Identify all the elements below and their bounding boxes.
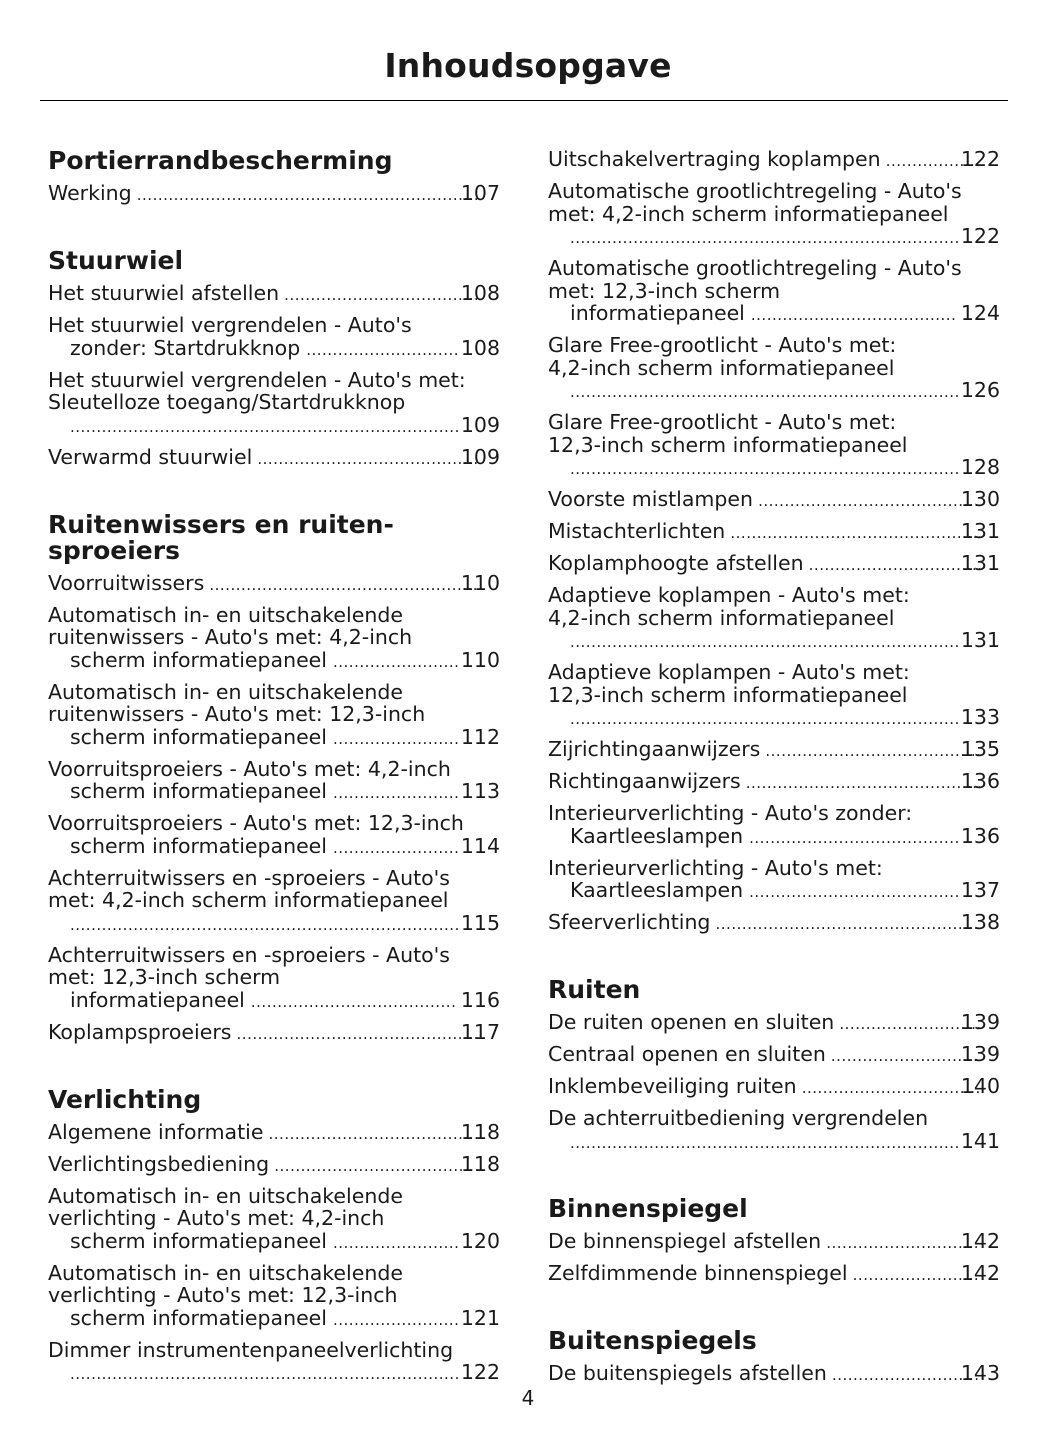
toc-entry[interactable] [548, 1230, 1000, 1255]
toc-entry-page-number: 133 [960, 705, 1000, 729]
toc-entry-text-line: De achterruitbediening vergrendelen [548, 1106, 929, 1130]
toc-entry-leader-line [570, 879, 1000, 904]
toc-entry[interactable] [548, 584, 1000, 654]
toc-entry[interactable] [48, 1262, 500, 1332]
toc-entry-text-line: met: 4,2-inch scherm informatiepaneel [548, 201, 949, 226]
toc-entry-page-number: 112 [460, 724, 500, 749]
dot-leader [751, 304, 958, 327]
toc-entry-text-line: Adaptieve koplampen - Auto's met: [548, 583, 910, 607]
toc-entry-title: Algemene informatie [48, 1119, 264, 1144]
toc-entry-leader-line [570, 825, 1000, 850]
toc-entry[interactable] [48, 944, 500, 1014]
dot-leader [258, 448, 480, 471]
toc-entry-text-line: ruitenwissers - Auto's met: 12,3-inch [48, 702, 426, 726]
dot-leader [570, 458, 958, 481]
toc-entry-page-number: 131 [960, 519, 1000, 543]
toc-entry-page-number: 131 [960, 628, 1000, 652]
toc-entry-leader-line [548, 1042, 1000, 1068]
toc-entry-title: Kaartleeslampen [570, 823, 744, 848]
toc-entry[interactable] [48, 758, 500, 805]
toc-entry-title: Koplampsproeiers [48, 1019, 232, 1044]
toc-entry-title: De binnenspiegel afstellen [548, 1228, 822, 1253]
section-heading-line: sproeiers [48, 535, 180, 565]
toc-entry-leader-line [70, 780, 500, 805]
toc-entry-page-number: 130 [960, 487, 1000, 511]
section-heading-line: Ruitenwissers en ruiten- [48, 509, 394, 539]
section-spacer [48, 1053, 500, 1087]
toc-section-ruiten [548, 977, 1000, 1154]
page-number: 4 [521, 1386, 535, 1410]
toc-entry-page-number: 142 [960, 1260, 1000, 1285]
toc-entry-title: scherm informatiepaneel [70, 1305, 327, 1330]
toc-entry[interactable] [48, 314, 500, 361]
dot-leader [747, 772, 980, 795]
toc-entry-text-line: Automatisch in- en uitschakelende [48, 1260, 403, 1285]
toc-entry-leader-line [48, 444, 500, 471]
toc-entry-leader-line [548, 910, 1000, 936]
toc-entry[interactable] [548, 552, 1000, 577]
toc-entry-title: Voorste mistlampen [548, 487, 754, 511]
section-heading: Verlichting [48, 1084, 202, 1114]
toc-entry-page-number: 108 [460, 335, 500, 360]
toc-entry-page-number: 139 [960, 1042, 1000, 1066]
dot-leader [333, 782, 458, 805]
section-spacer [548, 1162, 1000, 1196]
toc-section [548, 148, 1000, 936]
toc-entry-leader-line [548, 1010, 1000, 1036]
toc-entry-page-number: 115 [460, 910, 500, 935]
toc-entry-leader-line [548, 147, 1000, 173]
dot-leader [570, 381, 958, 404]
toc-entry[interactable] [48, 867, 500, 937]
toc-entry-text-line: Automatische grootlichtregeling - Auto's [548, 256, 962, 280]
toc-entry[interactable] [548, 411, 1000, 481]
toc-entry-text-line: Voorruitsproeiers - Auto's met: 12,3-inch [48, 811, 464, 835]
toc-entry[interactable] [548, 148, 1000, 173]
toc-entry-title: Richtingaanwijzers [548, 769, 741, 793]
toc-entry-leader-line [70, 989, 500, 1014]
toc-entry-page-number: 128 [960, 455, 1000, 479]
toc-entry-text-line: verlichting - Auto's met: 12,3-inch [48, 1283, 398, 1307]
toc-entry-text-line: Adaptieve koplampen - Auto's met: [548, 660, 910, 684]
toc-entry-page-number: 141 [960, 1128, 1000, 1153]
dot-leader [827, 1232, 980, 1255]
dot-leader [306, 339, 458, 362]
toc-entry-text-line: Glare Free-grootlicht - Auto's met: [548, 410, 897, 434]
toc-entry[interactable] [48, 182, 500, 207]
section-spacer [548, 1294, 1000, 1328]
toc-entry-page-number: 109 [460, 444, 500, 469]
toc-entry-title: Werking [48, 181, 132, 205]
toc-entry-page-number: 137 [960, 878, 1000, 902]
toc-entry-page-number: 107 [460, 181, 500, 205]
toc-entry-page-number: 113 [460, 779, 500, 803]
toc-entry-text-line: Glare Free-grootlicht - Auto's met: [548, 333, 897, 357]
toc-entry-title: Uitschakelvertraging koplampen [548, 147, 881, 171]
toc-entry-leader-line [570, 629, 1000, 654]
toc-entry-leader-line [70, 1361, 500, 1386]
toc-entry-leader-line [48, 1151, 500, 1178]
section-heading: Portierrandbescherming [48, 146, 393, 175]
toc-entry-page-number: 136 [960, 769, 1000, 793]
dot-leader [251, 991, 458, 1014]
dot-leader [570, 708, 958, 731]
toc-entry[interactable] [48, 1339, 500, 1386]
dot-leader [570, 631, 958, 654]
toc-entry-title: Centraal openen en sluiten [548, 1042, 826, 1066]
toc-entry-page-number: 124 [960, 301, 1000, 325]
toc-entry-leader-line [570, 379, 1000, 404]
toc-entry[interactable] [48, 1185, 500, 1255]
toc-entry-leader-line [48, 281, 500, 307]
toc-entry-leader-line [548, 737, 1000, 763]
toc-entry-text-line: verlichting - Auto's met: 4,2-inch [48, 1206, 385, 1230]
toc-entry-leader-line [70, 414, 500, 439]
toc-section-stuurwiel [48, 248, 500, 470]
toc-entry-page-number: 122 [960, 147, 1000, 171]
toc-entry[interactable] [48, 446, 500, 471]
toc-entry[interactable] [48, 1153, 500, 1178]
toc-entry[interactable] [48, 1021, 500, 1046]
dot-leader [70, 1363, 458, 1386]
toc-entry-page-number: 110 [460, 647, 500, 672]
dot-leader [237, 1023, 479, 1046]
toc-entry-text-line: Dimmer instrumentenpaneelverlichting [48, 1337, 454, 1362]
toc-entry-leader-line [70, 726, 500, 751]
toc-entry[interactable] [48, 369, 500, 439]
toc-entry-text-line: Interieurverlichting - Auto's met: [548, 855, 883, 880]
toc-entry[interactable] [548, 1043, 1000, 1068]
toc-entry-leader-line [570, 706, 1000, 731]
toc-entry-leader-line [570, 225, 1000, 250]
toc-entry-leader-line [548, 1074, 1000, 1100]
toc-entry-text-line: 4,2-inch scherm informatiepaneel [548, 355, 895, 380]
toc-entry[interactable] [48, 604, 500, 674]
toc-entry-leader-line [570, 302, 1000, 327]
toc-entry-text-line: ruitenwissers - Auto's met: 4,2-inch [48, 625, 413, 649]
toc-entry[interactable] [548, 180, 1000, 250]
toc-entry-title: Verlichtingsbediening [48, 1151, 270, 1176]
toc-entry[interactable] [48, 681, 500, 751]
dot-leader [803, 1077, 980, 1100]
toc-entry-leader-line [548, 1360, 1000, 1387]
toc-entry-title: informatiepaneel [570, 301, 745, 325]
dot-leader [269, 1123, 479, 1146]
toc-entry-leader-line [548, 551, 1000, 577]
section-spacer [548, 943, 1000, 977]
toc-entry[interactable] [548, 334, 1000, 404]
toc-entry-text-line: 12,3-inch scherm informatiepaneel [548, 682, 908, 707]
toc-entry-title: informatiepaneel [70, 987, 245, 1012]
toc-entry-text-line: Automatisch in- en uitschakelende [48, 1183, 403, 1208]
toc-column-left [48, 148, 500, 1393]
toc-entry-leader-line [548, 769, 1000, 795]
dot-leader [333, 1232, 458, 1255]
toc-entry-page-number: 126 [960, 378, 1000, 402]
toc-entry-title: scherm informatiepaneel [70, 833, 327, 858]
toc-entry-title: scherm informatiepaneel [70, 724, 327, 749]
toc-entry-page-number: 118 [460, 1119, 500, 1144]
dot-leader [70, 914, 458, 937]
toc-entry-page-number: 122 [460, 1360, 500, 1384]
toc-entry-text-line: Het stuurwiel vergrendelen - Auto's [48, 313, 412, 337]
toc-entry-title: scherm informatiepaneel [70, 1228, 327, 1253]
toc-entry-leader-line [570, 1130, 1000, 1155]
toc-entry-leader-line [48, 181, 500, 207]
toc-entry[interactable] [548, 1107, 1000, 1154]
dot-leader [275, 1155, 480, 1178]
dot-leader [833, 1364, 980, 1387]
dot-leader [570, 1132, 958, 1155]
toc-entry[interactable] [548, 257, 1000, 327]
dot-leader [333, 1309, 458, 1332]
toc-section-ruitenwissers-en-ruiten [48, 509, 500, 1046]
dot-leader [749, 881, 958, 904]
dot-leader [570, 227, 958, 250]
section-heading: Ruiten [548, 975, 641, 1004]
toc-entry-leader-line [48, 1019, 500, 1046]
toc-entry-title: scherm informatiepaneel [70, 647, 327, 672]
toc-entry-title: De buitenspiegels afstellen [548, 1360, 827, 1385]
toc-entry-text-line: Automatisch in- en uitschakelende [48, 602, 403, 627]
toc-entry-page-number: 120 [460, 1228, 500, 1253]
section-heading: Binnenspiegel [548, 1193, 748, 1223]
dot-leader [832, 1045, 980, 1068]
dot-leader [731, 522, 980, 545]
toc-entry-page-number: 136 [960, 823, 1000, 848]
toc-entry-leader-line [70, 1230, 500, 1255]
toc-entry-page-number: 109 [460, 412, 500, 437]
toc-entry-page-number: 118 [460, 1151, 500, 1176]
toc-entry-leader-line [548, 487, 1000, 513]
toc-entry-text-line: met: 12,3-inch scherm [48, 965, 281, 989]
dot-leader [285, 284, 480, 307]
dot-leader [749, 827, 958, 850]
toc-entry[interactable] [48, 572, 500, 597]
toc-entry[interactable] [548, 1362, 1000, 1387]
toc-entry-page-number: 116 [460, 987, 500, 1012]
toc-entry-text-line: Het stuurwiel vergrendelen - Auto's met: [48, 367, 466, 392]
toc-entry[interactable] [548, 802, 1000, 849]
toc-entry[interactable] [548, 738, 1000, 763]
toc-entry-leader-line [48, 1119, 500, 1146]
toc-entry-leader-line [48, 570, 500, 597]
dot-leader [210, 574, 480, 597]
toc-entry-title: Inklembeveiliging ruiten [548, 1074, 797, 1098]
toc-entry[interactable] [548, 488, 1000, 513]
toc-entry-title: De ruiten openen en sluiten [548, 1010, 835, 1034]
toc-entry[interactable] [548, 1075, 1000, 1100]
dot-leader [766, 740, 980, 763]
toc-entry-leader-line [548, 519, 1000, 545]
toc-entry-page-number: 114 [460, 833, 500, 858]
toc-entry-page-number: 131 [960, 551, 1000, 575]
dot-leader [333, 837, 458, 860]
toc-entry-title: scherm informatiepaneel [70, 779, 327, 803]
toc-entry[interactable] [548, 520, 1000, 545]
toc-entry-text-line: met: 12,3-inch scherm [548, 278, 781, 303]
toc-section-buitenspiegels [548, 1325, 1000, 1387]
section-heading: Stuurwiel [48, 246, 184, 275]
dot-leader [333, 728, 458, 751]
toc-entry-leader-line [570, 456, 1000, 481]
toc-entry-text-line: Interieurverlichting - Auto's zonder: [548, 801, 913, 825]
toc-entry-title: Het stuurwiel afstellen [48, 281, 280, 305]
toc-entry-leader-line [548, 1228, 1000, 1255]
section-spacer [48, 478, 500, 512]
toc-section-verlichting [48, 1084, 500, 1386]
toc-entry[interactable] [48, 282, 500, 307]
toc-entry-page-number: 117 [460, 1019, 500, 1044]
toc-entry-leader-line [70, 1307, 500, 1332]
toc-entry[interactable] [548, 770, 1000, 795]
toc-entry[interactable] [548, 661, 1000, 731]
dot-leader [138, 184, 480, 207]
toc-section-binnenspiegel [548, 1193, 1000, 1287]
toc-entry-text-line: Sleutelloze toegang/Startdrukknop [48, 390, 406, 414]
toc-entry-leader-line [70, 649, 500, 674]
dot-leader [333, 651, 458, 674]
toc-entry-title: zonder: Startdrukknop [70, 335, 301, 360]
section-heading: Buitenspiegels [548, 1325, 757, 1355]
toc-entry[interactable] [48, 1121, 500, 1146]
dot-leader [840, 1013, 980, 1036]
toc-entry[interactable] [548, 911, 1000, 936]
toc-entry-page-number: 135 [960, 737, 1000, 761]
toc-entry-title: Kaartleeslampen [570, 878, 744, 902]
toc-entry-text-line: Voorruitsproeiers - Auto's met: 4,2-inch [48, 756, 451, 781]
toc-entry-leader-line [548, 1260, 1000, 1287]
toc-entry-page-number: 139 [960, 1010, 1000, 1034]
toc-entry[interactable] [48, 812, 500, 859]
toc-entry-title: Koplamphoogte afstellen [548, 551, 804, 575]
toc-entry-page-number: 110 [460, 570, 500, 595]
toc-entry-leader-line [70, 912, 500, 937]
dot-leader [810, 554, 980, 577]
toc-entry-text-line: 4,2-inch scherm informatiepaneel [548, 605, 895, 630]
toc-entry-page-number: 142 [960, 1228, 1000, 1253]
toc-entry-leader-line [70, 337, 500, 362]
dot-leader [70, 416, 458, 439]
toc-entry-text-line: Achterruitwissers en -sproeiers - Auto's [48, 942, 450, 967]
toc-entry-title: Zijrichtingaanwijzers [548, 737, 761, 761]
dot-leader [716, 913, 979, 936]
toc-entry-page-number: 143 [960, 1360, 1000, 1385]
toc-entry-title: Verwarmd stuurwiel [48, 444, 253, 469]
toc-entry-title: Mistachterlichten [548, 519, 726, 543]
section-spacer [48, 214, 500, 248]
toc-entry-text-line: Automatisch in- en uitschakelende [48, 679, 403, 704]
toc-entry[interactable] [548, 1262, 1000, 1287]
section-heading [48, 509, 500, 565]
page-title: Inhoudsopgave [384, 46, 672, 85]
toc-entry-page-number: 138 [960, 910, 1000, 934]
toc-entry[interactable] [548, 857, 1000, 904]
toc-entry-page-number: 122 [960, 224, 1000, 248]
toc-entry-title: Sfeerverlichting [548, 910, 711, 934]
toc-entry-page-number: 121 [460, 1305, 500, 1330]
toc-entry-text-line: 12,3-inch scherm informatiepaneel [548, 432, 908, 457]
toc-entry-text-line: met: 4,2-inch scherm informatiepaneel [48, 888, 449, 912]
toc-entry-title: Zelfdimmende binnenspiegel [548, 1260, 848, 1285]
toc-entry-text-line: Automatische grootlichtregeling - Auto's [548, 179, 962, 203]
toc-section-portierrandbescherming [48, 148, 500, 207]
dot-leader [759, 490, 980, 513]
toc-entry-page-number: 108 [460, 281, 500, 305]
toc-column-right [548, 148, 1000, 1394]
toc-entry-page-number: 140 [960, 1074, 1000, 1098]
toc-entry-title: Voorruitwissers [48, 570, 205, 595]
toc-entry-text-line: Achterruitwissers en -sproeiers - Auto's [48, 865, 450, 890]
title-divider [40, 100, 1008, 101]
toc-entry[interactable] [548, 1011, 1000, 1036]
toc-entry-leader-line [70, 835, 500, 860]
